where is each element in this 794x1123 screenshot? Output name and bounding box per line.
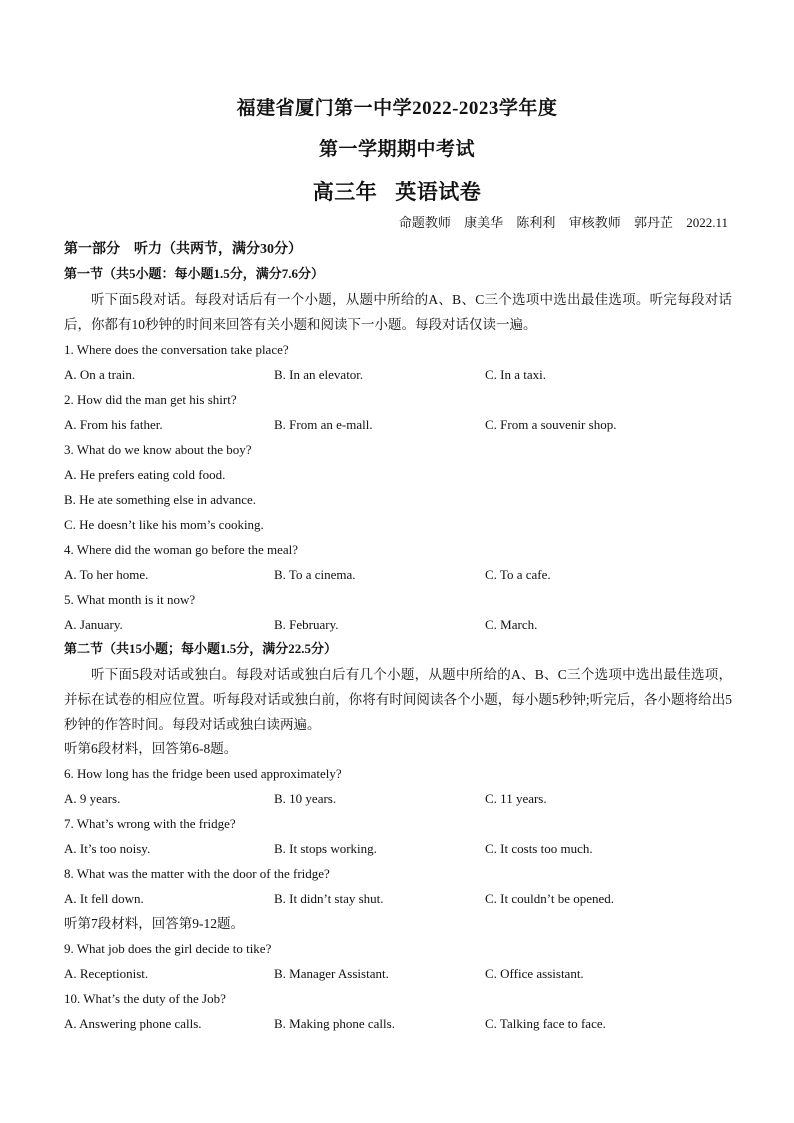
question-7: 7. What’s wrong with the fridge? (64, 816, 236, 831)
section1-heading: 第一节（共5小题：每小题1.5分，满分7.6分） (64, 266, 325, 281)
q1-option-c: C. In a taxi. (485, 367, 547, 382)
question-5: 5. What month is it now? (64, 592, 196, 607)
author-name-2: 陈利利 (516, 215, 556, 230)
question-6: 6. How long has the fridge been used approximately? (64, 766, 342, 781)
exam-date: 2022.11 (686, 215, 728, 230)
q10-option-b: B. Making phone calls. (274, 1016, 395, 1031)
question-3: 3. What do we know about the boy? (64, 442, 252, 457)
author-name-1: 康美华 (464, 215, 504, 230)
q6-option-b: B. 10 years. (274, 791, 337, 806)
q7-option-b: B. It stops working. (274, 841, 377, 856)
exam-title-term: 第一学期期中考试 (318, 139, 475, 160)
question-8: 8. What was the matter with the door of the fridge? (64, 866, 330, 881)
exam-subject: 英语试卷 (395, 180, 482, 204)
q4-option-c: C. To a cafe. (485, 567, 551, 582)
q7-option-a: A. It’s too noisy. (64, 841, 151, 856)
q6-option-c: C. 11 years. (485, 791, 547, 806)
q9-option-c: C. Office assistant. (485, 966, 584, 981)
authors-line (389, 214, 728, 232)
author-role-setter: 命题教师 (398, 215, 451, 230)
author-role-reviewer: 审核教师 (568, 215, 621, 230)
question-9: 9. What job does the girl decide to tike? (64, 941, 272, 956)
q2-option-a: A. From his father. (64, 417, 163, 432)
material-6-note: 听第6段材料，回答第6-8题。 (64, 741, 238, 756)
section2-heading: 第二节（共15小题；每小题1.5分，满分22.5分） (64, 641, 338, 656)
exam-title-school: 福建省厦门第一中学2022-2023学年度 (236, 98, 558, 119)
q9-option-b: B. Manager Assistant. (274, 966, 389, 981)
q9-option-a: A. Receptionist. (64, 966, 149, 981)
q6-option-a: A. 9 years. (64, 791, 121, 806)
q5-option-a: A. January. (64, 617, 123, 632)
section2-instructions: 听下面5段对话或独白。每段对话或独白后有几个小题，从题中所给的A、B、C三个选项中选出最佳选项，并标在试卷的相应位置。听每段对话或独白前，你将有时间阅读各个小题，每小题5秒钟;听完后，各小题将给出5秒钟的作答时间。每段对话或独白读两遍。 (64, 667, 732, 732)
q8-option-a: A. It fell down. (64, 891, 144, 906)
q4-option-b: B. To a cinema. (274, 567, 356, 582)
q10-option-a: A. Answering phone calls. (64, 1016, 202, 1031)
q3-option-b: B. He ate something else in advance. (64, 492, 257, 507)
q2-option-c: C. From a souvenir shop. (485, 417, 617, 432)
part1-heading: 第一部分 听力（共两节，满分30分） (64, 242, 302, 257)
q8-option-b: B. It didn’t stay shut. (274, 891, 384, 906)
q10-option-c: C. Talking face to face. (485, 1016, 606, 1031)
author-name-3: 郭丹芷 (633, 215, 673, 230)
q2-option-b: B. From an e-mall. (274, 417, 373, 432)
question-1: 1. Where does the conversation take place? (64, 342, 289, 357)
section1-instructions: 听下面5段对话。每段对话后有一个小题，从题中所给的A、B、C三个选项中选出最佳选项。听完每段对话后，你都有10秒钟的时间来回答有关小题和阅读下一小题。每段对话仅读一遍。 (64, 292, 732, 332)
q4-option-a: A. To her home. (64, 567, 149, 582)
q3-option-c: C. He doesn’t like his mom’s cooking. (64, 517, 264, 532)
q1-option-a: A. On a train. (64, 367, 136, 382)
q3-option-a: A. He prefers eating cold food. (64, 467, 226, 482)
question-10: 10. What’s the duty of the Job? (64, 991, 226, 1006)
q5-option-b: B. February. (274, 617, 339, 632)
q7-option-c: C. It costs too much. (485, 841, 593, 856)
q8-option-c: C. It couldn’t be opened. (485, 891, 615, 906)
q1-option-b: B. In an elevator. (274, 367, 364, 382)
q5-option-c: C. March. (485, 617, 538, 632)
material-7-note: 听第7段材料，回答第9-12题。 (64, 916, 244, 931)
exam-grade: 高三年 (312, 180, 378, 204)
question-2: 2. How did the man get his shirt? (64, 392, 237, 407)
exam-title-subject (0, 180, 794, 204)
question-4: 4. Where did the woman go before the meal? (64, 542, 299, 557)
